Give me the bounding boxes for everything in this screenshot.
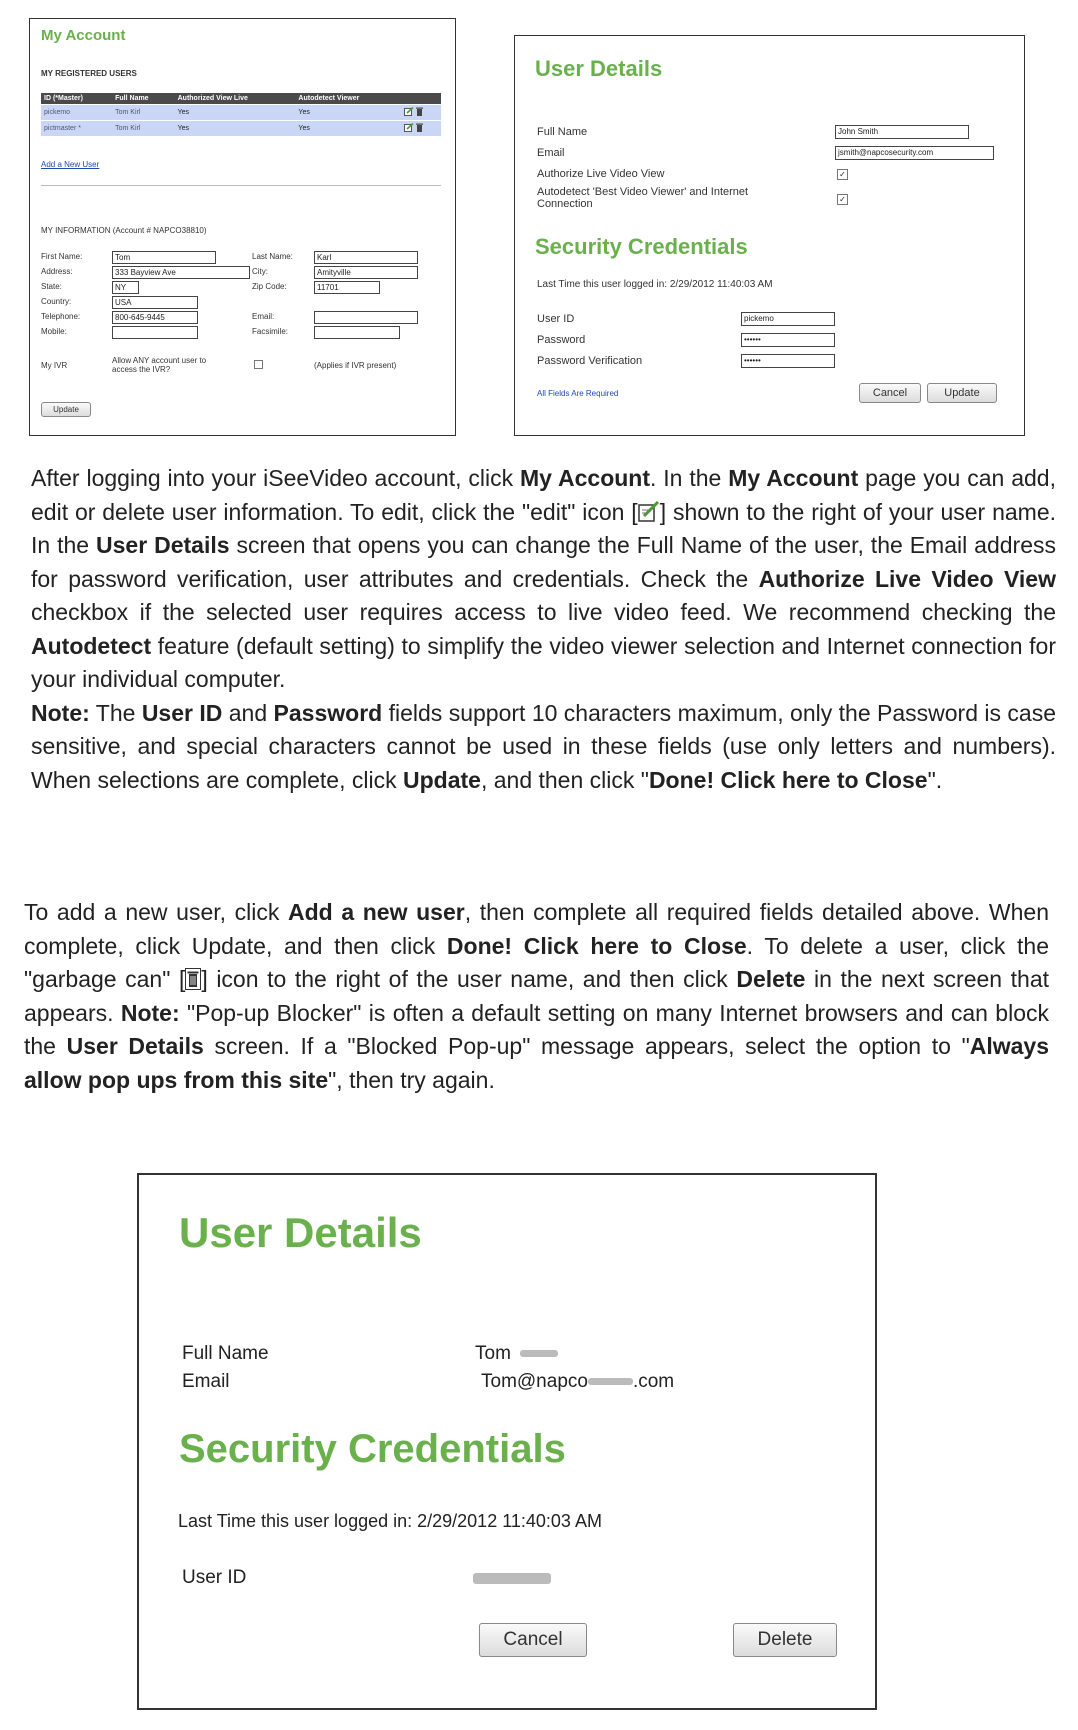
full-name-cell: Tom Kirl (112, 121, 174, 137)
user-id-cell: pickemo (41, 105, 112, 121)
state-field[interactable]: NY (112, 281, 139, 294)
required-fields-note: All Fields Are Required (537, 389, 619, 398)
password-label: Password (537, 334, 586, 346)
allow-ivr-label: Allow ANY account user to access the IVR? (112, 356, 207, 374)
redacted-user-id (473, 1573, 551, 1584)
instructions-paragraph: After logging into your iSeeVideo account, click My Account. In the My Account page you can add, edit or delete user information. To edit, click the "edit" icon [ ] shown to the right of your user name. In the User Details screen that opens you can change the Full Name of the user, the Email address for password verification, user attributes and credentials. Check the Authorize Live Video View checkbox if the selected user requires access to live video feed. We recommend checking the Autodetect feature (default setting) to simplify the video viewer selection and Internet connection for your individual computer. Note: The User ID and Password fields support 10 characters maximum, only the Password is case sensitive, and special characters cannot be used in these fields (use only letters and numbers). When selections are complete, click Update, and then click "Done! Click here to Close". (31, 465, 1057, 793)
trash-icon[interactable] (416, 107, 423, 116)
authorize-live-video-checkbox[interactable]: ✓ (837, 169, 848, 180)
trash-icon[interactable] (416, 123, 423, 132)
first-name-field[interactable]: Tom (112, 251, 216, 264)
facsimile-field[interactable] (314, 326, 400, 339)
divider (41, 185, 441, 186)
city-label: City: (252, 267, 268, 276)
password-verification-label: Password Verification (537, 355, 643, 367)
applies-ivr-note: (Applies if IVR present) (314, 361, 397, 370)
full-name-label: Full Name (537, 126, 588, 138)
autodetect-checkbox[interactable]: ✓ (837, 194, 848, 205)
full-name-label: Full Name (182, 1343, 269, 1364)
last-name-label: Last Name: (252, 252, 293, 261)
add-new-user-link[interactable]: Add a New User (41, 160, 100, 169)
address-label: Address: (41, 267, 73, 276)
email-label: Email (182, 1371, 230, 1392)
last-login-text: Last Time this user logged in: 2/29/2012 11:40:03 AM (178, 1511, 602, 1531)
update-button[interactable]: Update (927, 383, 997, 403)
column-header: Full Name (112, 93, 174, 105)
country-field[interactable]: USA (112, 296, 198, 309)
user-details-small-panel (514, 35, 1025, 436)
my-account-title: My Account (41, 27, 126, 44)
user-id-label: User ID (182, 1567, 247, 1588)
user-id-field[interactable]: pickemo (741, 312, 835, 326)
my-information-label: MY INFORMATION (Account # NAPCO38810) (41, 226, 207, 235)
autodetect-label: Autodetect 'Best Video Viewer' and Internet Connection (537, 186, 749, 210)
user-id-label: User ID (537, 313, 575, 325)
country-label: Country: (41, 297, 72, 306)
table-row[interactable] (41, 105, 441, 121)
telephone-label: Telephone: (41, 312, 81, 321)
zip-field[interactable]: 11701 (314, 281, 380, 294)
users-table-header (41, 93, 441, 105)
edit-icon (638, 501, 660, 523)
user-id-cell: pictmaster * (41, 121, 112, 137)
security-credentials-title: Security Credentials (535, 234, 748, 259)
user-details-title: User Details (535, 56, 663, 81)
password-verification-field[interactable]: •••••• (741, 354, 835, 368)
autodetect-cell: Yes (295, 105, 401, 121)
delete-button[interactable]: Delete (733, 1623, 837, 1657)
last-login-text: Last Time this user logged in: 2/29/2012 11:40:03 AM (537, 279, 773, 290)
full-name-field[interactable]: John Smith (835, 125, 969, 139)
email-field[interactable] (314, 311, 418, 324)
facsimile-label: Facsimile: (252, 327, 289, 336)
first-name-label: First Name: (41, 252, 83, 261)
email-label: Email (537, 147, 565, 159)
view-live-cell: Yes (175, 121, 296, 137)
column-header: Autodetect Viewer (295, 93, 401, 105)
allow-ivr-checkbox[interactable] (254, 360, 263, 369)
my-account-panel (29, 18, 456, 436)
authorize-live-video-label: Authorize Live Video View (537, 168, 665, 180)
my-ivr-label: My IVR (41, 361, 68, 370)
autodetect-cell: Yes (295, 121, 401, 137)
mobile-field[interactable] (112, 326, 198, 339)
email-label: Email: (252, 312, 275, 321)
registered-users-label: MY REGISTERED USERS (41, 69, 137, 78)
view-live-cell: Yes (175, 105, 296, 121)
users-table (41, 93, 441, 136)
full-name-value: Tom (475, 1343, 558, 1365)
redacted-text (588, 1378, 633, 1385)
security-credentials-title: Security Credentials (179, 1427, 566, 1471)
update-button[interactable]: Update (41, 402, 91, 417)
edit-icon[interactable] (404, 123, 414, 132)
user-details-large-panel (137, 1173, 877, 1710)
telephone-field[interactable]: 800-645-9445 (112, 311, 198, 324)
edit-icon[interactable] (404, 107, 414, 116)
table-row[interactable] (41, 121, 441, 137)
email-value: Tom@napco .com (481, 1371, 675, 1392)
cancel-button[interactable]: Cancel (479, 1623, 587, 1657)
zip-label: Zip Code: (252, 282, 287, 291)
add-delete-paragraph: To add a new user, click Add a new user, then complete all required fields detailed above. When complete, click Update, and then click Done! Click here to Close. To delete a user, click the "garbage can" [ ] icon to the right of the user name, and then click Delete in the next screen that appears. Note: "Pop-up Blocker" is often a default setting on many Internet browsers and can block the User Details screen. If a "Blocked Pop-up" message appears, select the option to "Always allow pop ups from this site", then try again. (24, 899, 1049, 1093)
redacted-text (520, 1350, 558, 1357)
city-field[interactable]: Amityville (314, 266, 418, 279)
address-field[interactable]: 333 Bayview Ave (112, 266, 250, 279)
full-name-cell: Tom Kirl (112, 105, 174, 121)
column-header: ID (*Master) (41, 93, 112, 105)
trash-icon (185, 968, 201, 990)
cancel-button[interactable]: Cancel (859, 383, 921, 403)
state-label: State: (41, 282, 62, 291)
mobile-label: Mobile: (41, 327, 67, 336)
email-field[interactable]: jsmith@napcosecurity.com (835, 146, 994, 160)
user-details-title: User Details (179, 1209, 422, 1256)
last-name-field[interactable]: Karl (314, 251, 418, 264)
password-field[interactable]: •••••• (741, 333, 835, 347)
column-header: Authorized View Live (175, 93, 296, 105)
